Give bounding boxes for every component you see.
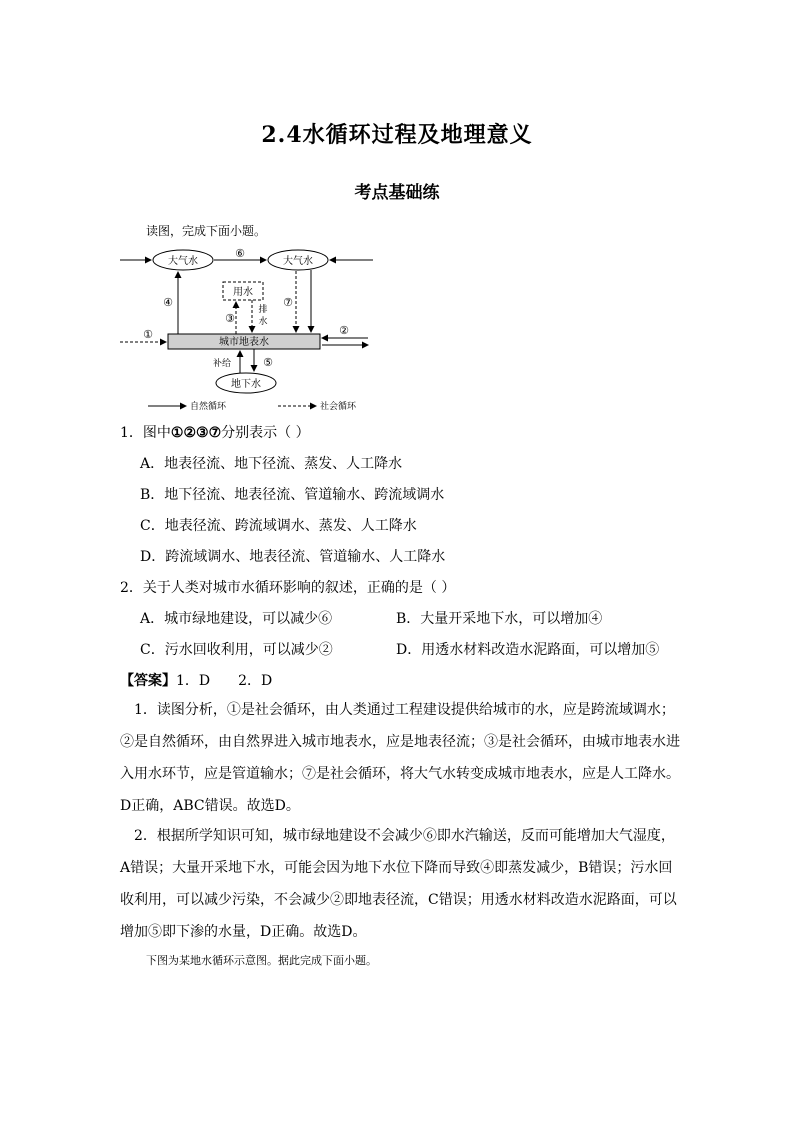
- label-4: ④: [163, 296, 173, 309]
- legend-social: 社会循环: [320, 402, 357, 412]
- label-7: ⑦: [283, 296, 293, 309]
- urban-surface-label: 城市地表水: [219, 337, 269, 348]
- water-use-label: 用水: [233, 287, 253, 298]
- q2-option-c: C．污水回收利用，可以减少②: [140, 642, 333, 658]
- answer-label: 【答案】: [120, 673, 176, 689]
- water-cycle-diagram: [118, 240, 388, 416]
- next-section-intro: 下图为某地水循环示意图。据此完成下面小题。: [146, 954, 377, 967]
- question-1-stem-highlight: ①②③⑦: [170, 425, 222, 441]
- label-3: ③: [225, 312, 235, 325]
- groundwater-label: 地下水: [231, 379, 261, 390]
- q1-option-d: D．跨流域调水、地表径流、管道输水、人工降水: [140, 549, 446, 565]
- discharge-label-1: 排: [258, 305, 268, 315]
- legend-natural: 自然循环: [190, 402, 227, 412]
- replenish-label: 补给: [212, 359, 232, 369]
- q1-option-a: A．地表径流、地下径流、蒸发、人工降水: [140, 456, 403, 472]
- question-1-stem: 1．图中①②③⑦分别表示（ ）: [120, 425, 310, 441]
- question-2-stem: 2．关于人类对城市水循环影响的叙述，正确的是（ ）: [120, 580, 456, 596]
- page-title: 2.4水循环过程及地理意义: [261, 122, 533, 148]
- label-6: ⑥: [235, 247, 245, 260]
- answer-line: [120, 670, 272, 690]
- q1-option-c: C．地表径流、跨流域调水、蒸发、人工降水: [140, 518, 417, 534]
- answer-text: 1．D 2．D: [176, 673, 273, 689]
- explanation-2: 2．根据所学知识可知，城市绿地建设不会减少⑥即水汽输送，反而可能增加大气湿度，A错误；大量开采地下水，可能会因为地下水位下降而导致④即蒸发减少，B错误；污水回收利用，可以减少污染，不会减少②即地表径流，C错误；用透水材料改造水泥路面，可以增加⑤即下渗的水量，D正确。故选D。: [120, 828, 677, 940]
- label-5: ⑤: [263, 356, 273, 369]
- explanation-1: 1．读图分析，①是社会循环，由人类通过工程建设提供给城市的水，应是跨流域调水；②是自然循环，由自然界进入城市地表水，应是地表径流；③是社会循环，由城市地表水进入用水环节，应是管道输水；⑦是社会循环，将大气水转变成城市地表水，应是人工降水。D正确，ABC错误。故选D。: [120, 702, 680, 814]
- q1-option-b: B．地下径流、地表径流、管道输水、跨流域调水: [140, 487, 445, 503]
- diagram-intro: 读图，完成下面小题。: [146, 224, 267, 238]
- q2-option-d: D．用透水材料改造水泥路面，可以增加⑤: [396, 642, 660, 658]
- q2-option-b: B．大量开采地下水，可以增加④: [396, 611, 603, 627]
- label-2: ②: [339, 324, 349, 337]
- atmos-right-label: 大气水: [283, 256, 313, 267]
- page-subtitle: 考点基础练: [354, 183, 440, 203]
- label-1: ①: [143, 328, 153, 341]
- atmos-left-label: 大气水: [168, 256, 198, 267]
- discharge-label-2: 水: [258, 317, 268, 327]
- q2-option-a: A．城市绿地建设，可以减少⑥: [140, 611, 333, 627]
